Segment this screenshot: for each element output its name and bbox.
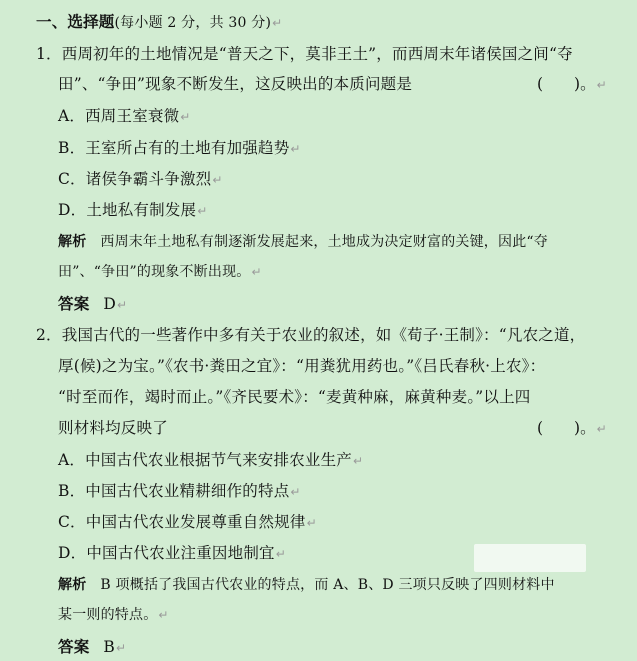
q1-option-d-text: D．土地私有制发展 [58,201,197,219]
q2-stem-line-1: 2．我国古代的一些著作中多有关于农业的叙述，如《荀子·王制》：“凡农之道， [36,326,586,344]
q1-analysis-text: 西周末年土地私有制逐渐发展起来，土地成为决定财富的关键，因此“夺 [100,234,548,250]
q2-stem-line-3: “时至而作，竭时而止。”《齐民要术》：“麦黄种麻，麻黄种麦。”以上四 [58,388,531,406]
q2-option-a-text: A．中国古代农业根据节气来安排农业生产 [58,451,352,469]
paragraph-mark-icon: ↵ [306,516,317,530]
q2-option-c-text: C．中国古代农业发展尊重自然规律 [58,513,306,531]
paragraph-mark-icon: ↵ [596,78,607,92]
q1-stem-text: 田”、“争田”现象不断发生，这反映出的本质问题是 [58,75,413,93]
q2-paren: ( )。 [537,419,596,437]
paragraph-mark-icon: ↵ [116,641,127,655]
paragraph-mark-icon: ↵ [251,265,262,279]
paragraph-mark-icon: ↵ [212,173,223,187]
paragraph-mark-icon: ↵ [290,485,301,499]
paragraph-mark-icon: ↵ [596,422,607,436]
q2-option-a [58,450,363,471]
section-note: (每小题 2 分，共 30 分) [114,15,272,31]
q2-stem-line-2: 厚(候)之为宝。”《农书·粪田之宜》：“用粪犹用药也。”《吕氏春秋·上农》： [58,357,546,375]
q2-option-d-text: D．中国古代农业注重因地制宜 [58,544,275,562]
q1-answer-value: D [103,295,117,313]
q1-option-b [58,138,301,159]
paragraph-mark-icon: ↵ [197,204,208,218]
q1-paren: ( )。 [537,75,596,93]
q2-option-c [58,512,317,533]
q1-answer-label: 答案 [58,294,90,313]
q2-analysis-label: 解析 [58,577,87,593]
q1-option-c [58,169,223,190]
paragraph-mark-icon: ↵ [290,142,301,156]
q2-stem-line-4: 则材料均反映了 [58,419,168,437]
q2-option-b-text: B．中国古代农业精耕细作的特点 [58,482,290,500]
q2-analysis-line-1 [58,575,555,595]
q2-answer [58,637,126,658]
q1-analysis-line-1 [58,232,548,252]
q2-analysis-text-2: 某一则的特点。 [58,607,158,623]
q1-answer-blank [537,74,607,95]
section-title: 一、选择题 [36,12,115,31]
faded-watermark-patch [474,544,586,572]
paragraph-mark-icon: ↵ [275,547,286,561]
q1-stem-line-1: 1．西周初年的土地情况是“普天之下，莫非王土”，而西周末年诸侯国之间“夺 [36,45,573,63]
paragraph-mark-icon: ↵ [180,110,191,124]
q2-answer-value: B [103,638,115,656]
q2-option-d [58,543,286,564]
q2-answer-blank [537,418,607,439]
q2-answer-label: 答案 [58,637,90,656]
q1-option-b-text: B．王室所占有的土地有加强趋势 [58,139,290,157]
q1-stem-line-2 [58,74,412,94]
q2-analysis-text: B 项概括了我国古代农业的特点，而 A、B、D 三项只反映了四则材料中 [100,577,555,593]
q2-option-b [58,481,301,502]
q2-analysis-line-2 [58,605,169,625]
q1-analysis-line-2 [58,262,262,282]
q1-analysis-label: 解析 [58,234,87,250]
q1-option-a [58,106,191,127]
paragraph-mark-icon: ↵ [353,454,364,468]
q1-answer [58,294,127,315]
paragraph-mark-icon: ↵ [158,608,169,622]
q1-option-d [58,200,208,221]
section-heading [36,12,282,33]
paragraph-mark-icon: ↵ [272,16,283,30]
q1-option-a-text: A．西周王室衰微 [58,107,180,125]
q1-option-c-text: C．诸侯争霸斗争激烈 [58,170,212,188]
paragraph-mark-icon: ↵ [117,298,128,312]
q1-analysis-text-2: 田”、“争田”的现象不断出现。 [58,264,251,280]
